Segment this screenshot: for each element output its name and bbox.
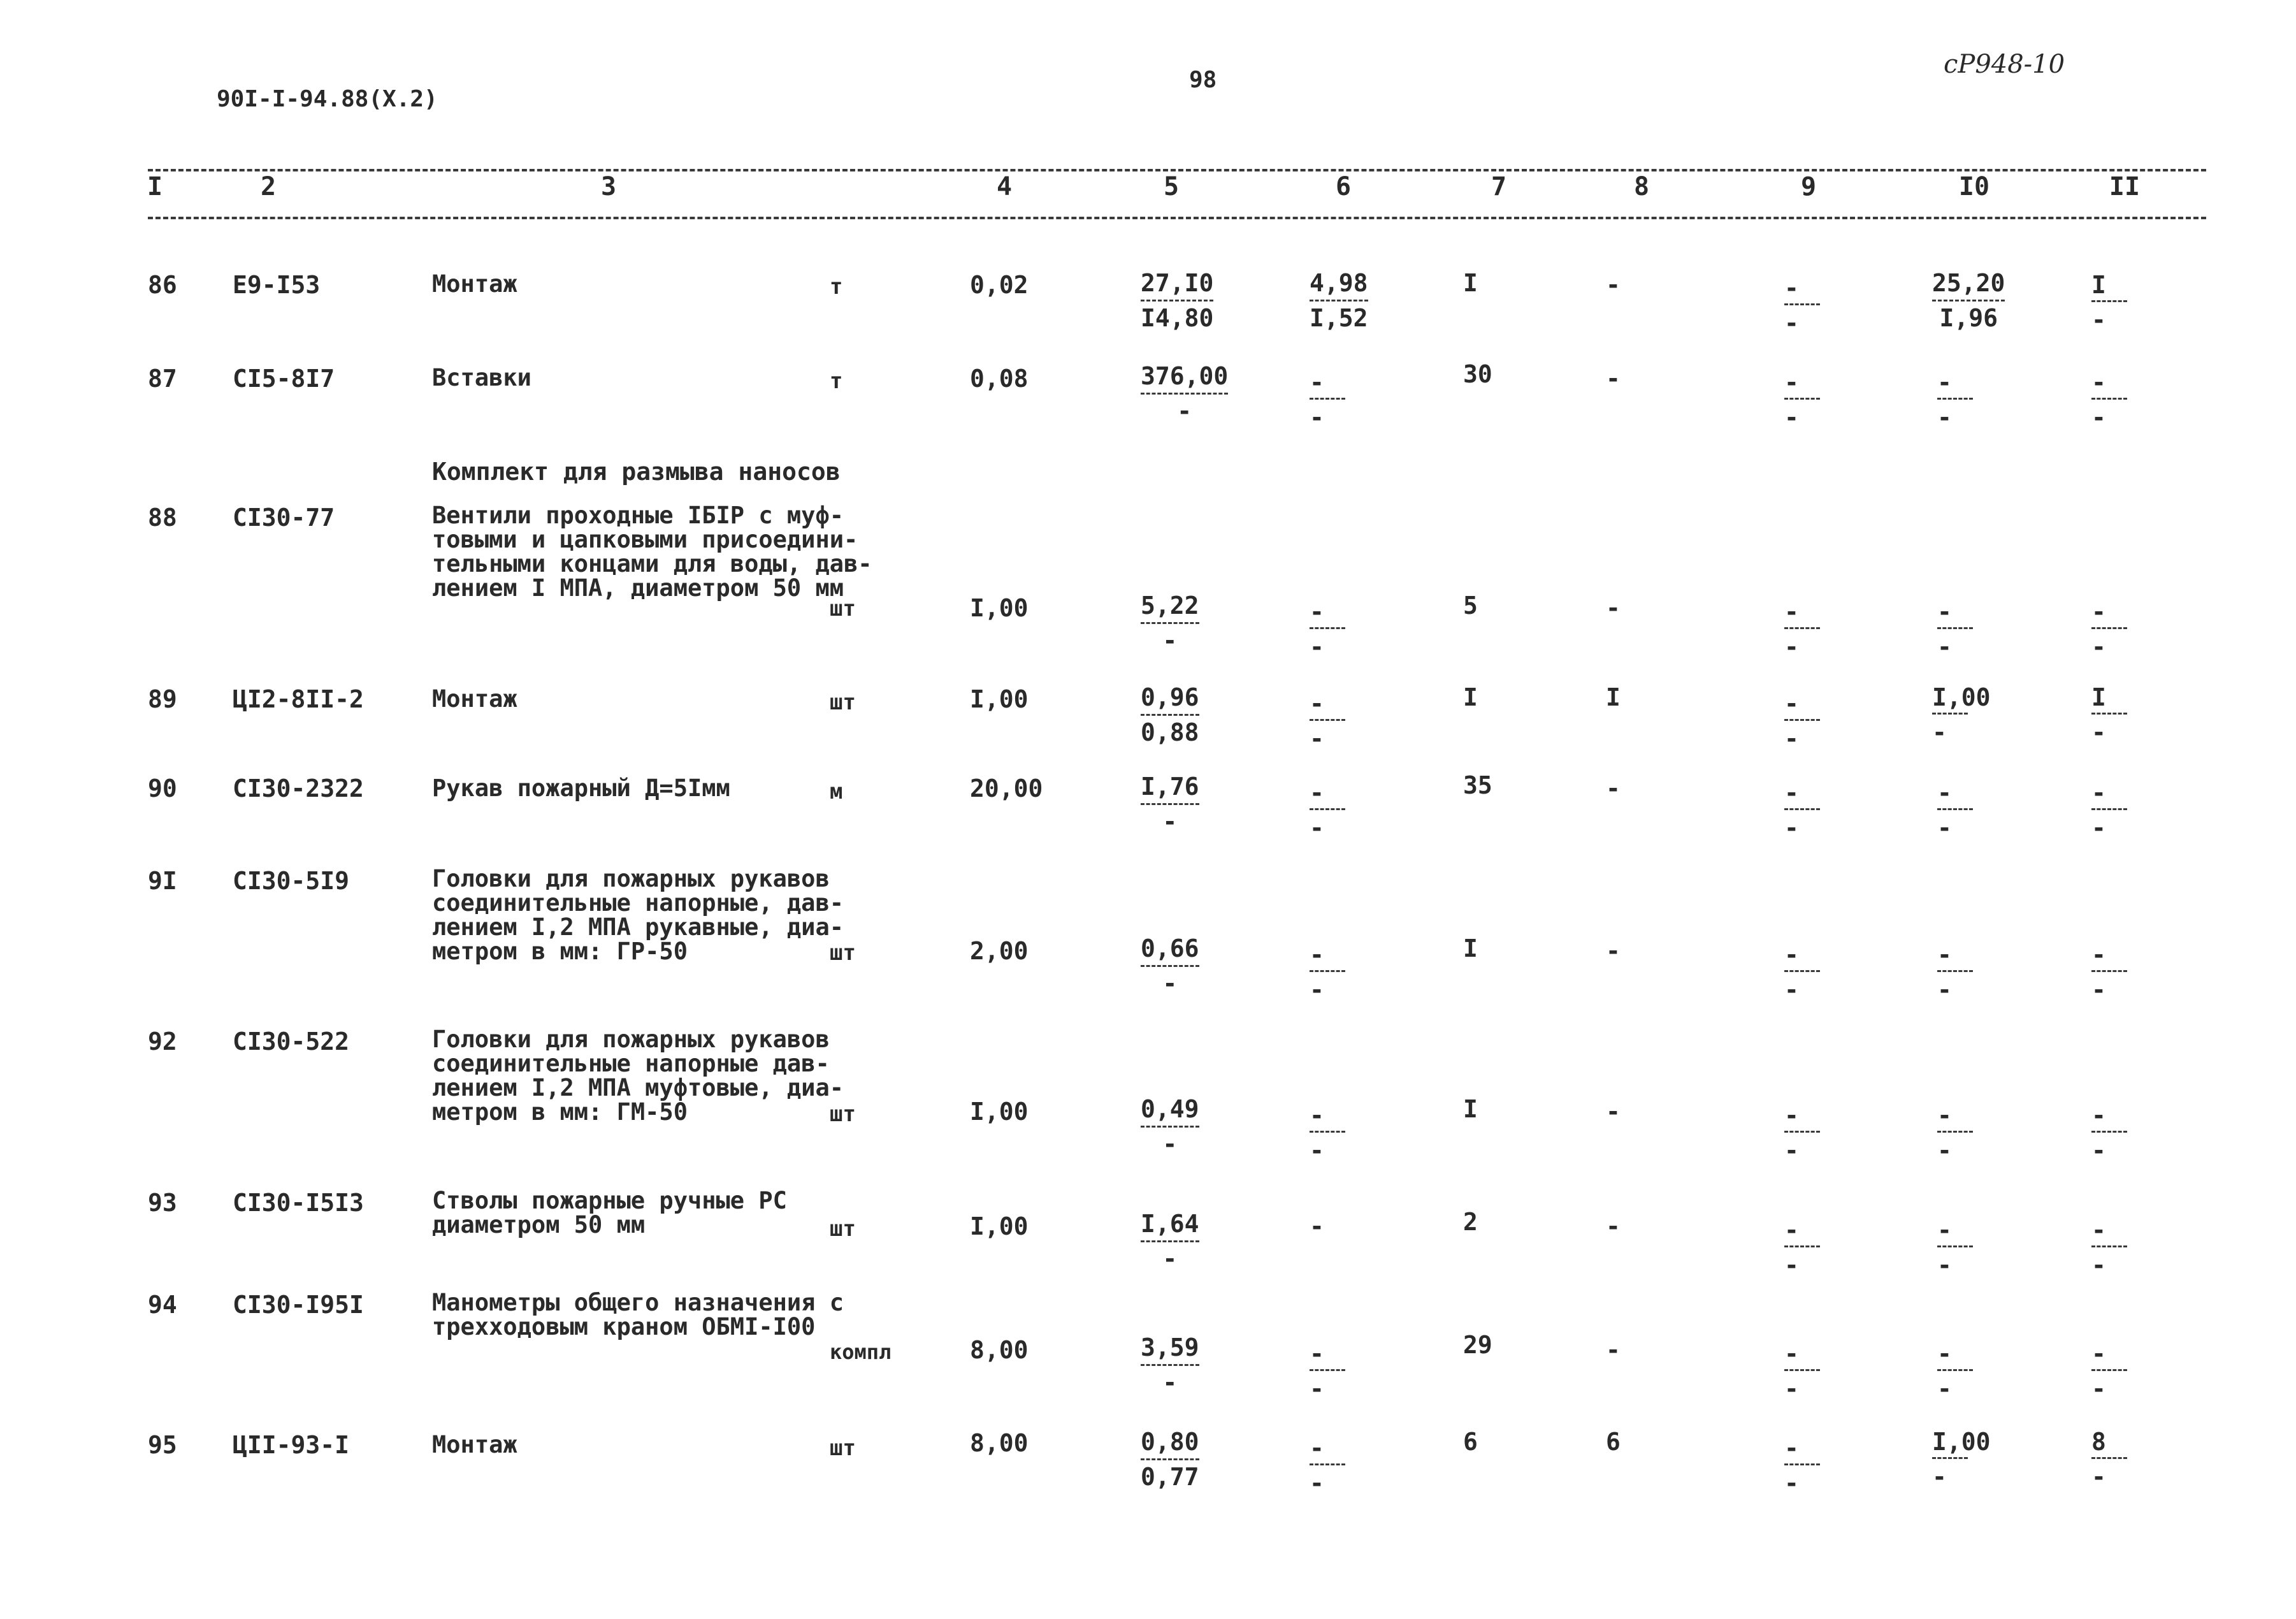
column-header-4: 4 [996, 172, 1013, 201]
item-name: Вставки [432, 364, 531, 391]
col7-value: I [1463, 683, 1478, 711]
item-name: Монтаж [432, 1431, 517, 1458]
column-header-7: 7 [1491, 172, 1507, 201]
unit: шт [830, 1101, 856, 1127]
col7-value: I [1463, 269, 1478, 297]
col10-value: - - [1937, 941, 1973, 1001]
col8-value: - [1606, 774, 1621, 802]
quantity: 20,00 [970, 774, 1043, 802]
item-name: Вентили проходные IБIР с муф- товыми и цапковыми присоедини- тельными концами для воды, дав- лением I МПА, диаметром 50 мм [432, 502, 872, 602]
unit: компл [830, 1340, 892, 1364]
column-header-8: 8 [1633, 172, 1650, 201]
col11-value: - - [2091, 941, 2127, 1001]
col11-value: - - [2091, 779, 2127, 839]
col6-value: - - [1310, 1101, 1345, 1162]
col8-value: - [1606, 1212, 1621, 1240]
item-name: Стволы пожарные ручные РС диаметром 50 мм [432, 1187, 787, 1238]
col7-value: 29 [1463, 1331, 1492, 1359]
quantity: 0,08 [970, 365, 1029, 393]
col6-value: - - [1310, 941, 1345, 1001]
col5-value: 376,00 - [1141, 362, 1229, 425]
row-number: 87 [148, 365, 177, 393]
col7-value: 35 [1463, 771, 1492, 799]
document-code: 90I-I-94.88(X.2) [217, 86, 438, 112]
unit: т [830, 274, 843, 300]
col7-value: 2 [1463, 1208, 1478, 1236]
col9-value: - - [1784, 1216, 1820, 1277]
col10-value: - - [1937, 1101, 1973, 1162]
header-rule-top [148, 169, 2206, 171]
col9-value: - - [1784, 598, 1820, 658]
col8-value: - [1606, 594, 1621, 622]
item-name: Монтаж [432, 270, 517, 298]
column-header-1: I [147, 172, 163, 201]
rate-code: ЦII-93-I [233, 1431, 350, 1459]
col9-value: - - [1784, 779, 1820, 839]
row-number: 86 [148, 271, 177, 299]
unit: шт [830, 596, 856, 621]
row-number: 93 [148, 1189, 177, 1217]
col10-value: - - [1937, 1216, 1973, 1277]
col6-bottom: I,52 [1310, 304, 1368, 332]
rate-code: СI30-I5I3 [233, 1189, 364, 1217]
col10-value: - - [1937, 779, 1973, 839]
row-number: 88 [148, 504, 177, 532]
unit: шт [830, 690, 856, 715]
col11-value: - - [2091, 368, 2127, 429]
col7-value: 30 [1463, 360, 1492, 388]
row-number: 9I [148, 867, 177, 895]
col6-value: - - [1310, 1434, 1345, 1495]
unit: м [830, 779, 843, 804]
col5-bottom: I4,80 [1141, 304, 1214, 332]
col10-value: - - [1937, 368, 1973, 429]
item-name: Монтаж [432, 685, 517, 713]
unit: шт [830, 940, 856, 966]
col7-value: I [1463, 934, 1478, 962]
col5-value: 0,80 0,77 [1141, 1428, 1199, 1491]
col11-value: 8 - [2091, 1428, 2127, 1488]
col5-value: 0,96 0,88 [1141, 683, 1199, 746]
col8-value: 6 [1606, 1428, 1621, 1456]
rate-code: СI30-5I9 [233, 867, 350, 895]
col9-value: - - [1784, 690, 1820, 750]
col8-value: - [1606, 271, 1621, 299]
item-name: Манометры общего назначения с трехходовым краном ОБМI-I00 [432, 1289, 844, 1340]
col6-value: - [1310, 1212, 1324, 1240]
quantity: 0,02 [970, 271, 1029, 299]
quantity: I,00 [970, 685, 1029, 713]
rate-code: Е9-I53 [233, 271, 321, 299]
column-header-5: 5 [1163, 172, 1180, 201]
col8-value: - [1606, 1336, 1621, 1364]
col9-value: - - [1784, 941, 1820, 1001]
col7-value: I [1463, 1095, 1478, 1123]
page-number: 98 [1189, 67, 1217, 93]
col5-value: 3,59 - [1141, 1333, 1199, 1397]
quantity: I,00 [970, 1212, 1029, 1240]
item-name: Рукав пожарный Д=5Iмм [432, 774, 730, 802]
column-header-3: 3 [600, 172, 617, 201]
col7-value: 5 [1463, 592, 1478, 620]
column-header-10: I0 [1958, 172, 1990, 201]
row-number: 95 [148, 1431, 177, 1459]
group-title: Комплект для размыва наносов [432, 458, 841, 486]
col11-value: I - [2091, 271, 2127, 331]
quantity: 8,00 [970, 1336, 1029, 1364]
column-header-2: 2 [260, 172, 277, 201]
col5-value: I,76 - [1141, 773, 1199, 836]
col5-value: 0,66 - [1141, 934, 1199, 998]
column-header-6: 6 [1335, 172, 1352, 201]
quantity: I,00 [970, 1098, 1029, 1126]
rate-code: СI30-2322 [233, 774, 364, 802]
col8-value: - [1606, 1098, 1621, 1126]
col5-top: 27,I0 [1141, 269, 1214, 297]
column-header-11: II [2109, 172, 2141, 201]
col11-value: - - [2091, 1101, 2127, 1162]
col11-value: I - [2091, 683, 2127, 744]
col5-value: I,64 - [1141, 1210, 1199, 1273]
col6-value: - - [1310, 368, 1345, 429]
rate-code: ЦI2-8II-2 [233, 685, 364, 713]
archive-mark: сР948-10 [1944, 50, 2065, 79]
col9-value: - - [1784, 1340, 1820, 1400]
col9-value: - - [1784, 1434, 1820, 1495]
rate-code: СI30-77 [233, 504, 335, 532]
col5-value [1141, 269, 1213, 332]
col11-value: - - [2091, 598, 2127, 658]
col9-value: - - [1784, 1101, 1820, 1162]
col6-value: - - [1310, 1340, 1345, 1400]
col10-value: I,00 - [1932, 683, 1991, 746]
col9-value: - - [1784, 368, 1820, 429]
row-number: 89 [148, 685, 177, 713]
column-header-9: 9 [1800, 172, 1817, 201]
quantity: 2,00 [970, 937, 1029, 965]
col10-value [1932, 269, 2005, 332]
unit: шт [830, 1435, 856, 1461]
col10-bottom: I,96 [1939, 304, 1998, 332]
col9-value: - - [1784, 274, 1820, 335]
unit: шт [830, 1216, 856, 1242]
col10-value: - - [1937, 598, 1973, 658]
col6-value [1310, 269, 1368, 332]
item-name: Головки для пожарных рукавов соединительные напорные дав- лением I,2 МПА муфтовые, диа- метром в мм: ГМ-50 [432, 1026, 844, 1126]
row-number: 90 [148, 774, 177, 802]
unit: т [830, 368, 843, 394]
col11-value: - - [2091, 1216, 2127, 1277]
col10-value: I,00 - [1932, 1428, 1991, 1491]
row-number: 92 [148, 1027, 177, 1056]
col8-value: - [1606, 937, 1621, 965]
item-name: Головки для пожарных рукавов соединительные напорные, дав- лением I,2 МПА рукавные, диа- метром в мм: ГР-50 [432, 865, 844, 965]
col8-value: I [1606, 683, 1621, 711]
rate-code: СI5-8I7 [233, 365, 335, 393]
rate-code: СI30-522 [233, 1027, 350, 1056]
col6-value: - - [1310, 779, 1345, 839]
col8-value: - [1606, 365, 1621, 393]
col6-value: - - [1310, 598, 1345, 658]
col6-value: - - [1310, 690, 1345, 750]
col10-value: - - [1937, 1340, 1973, 1400]
header-rule-bottom [148, 217, 2206, 219]
col5-value: 5,22 - [1141, 592, 1199, 655]
rate-code: СI30-I95I [233, 1291, 364, 1319]
row-number: 94 [148, 1291, 177, 1319]
quantity: I,00 [970, 594, 1029, 622]
col7-value: 6 [1463, 1428, 1478, 1456]
col10-top: 25,20 [1932, 269, 2005, 297]
col5-value: 0,49 - [1141, 1095, 1199, 1158]
col11-value: - - [2091, 1340, 2127, 1400]
quantity: 8,00 [970, 1429, 1029, 1457]
col6-top: 4,98 [1310, 269, 1368, 297]
